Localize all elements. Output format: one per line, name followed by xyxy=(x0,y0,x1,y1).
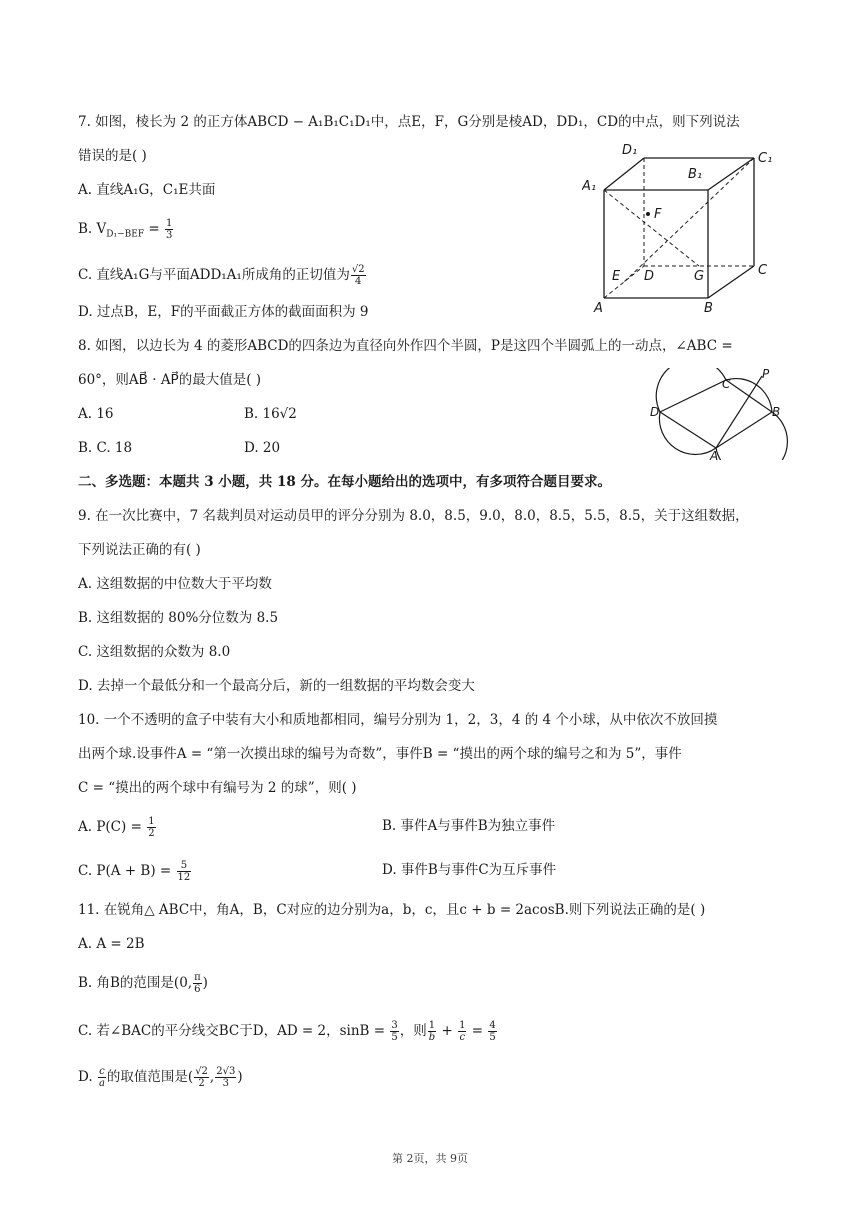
q11-optc-n4: 4 xyxy=(489,1020,496,1031)
q11-optc-frac2 xyxy=(428,1020,436,1043)
fig7-label-c1: C₁ xyxy=(758,151,773,166)
q11-optd-n3: 2√3 xyxy=(216,1066,236,1077)
q7-optb-num: 1 xyxy=(165,218,173,229)
q9-option-c: C. 这组数据的众数为 8.0 xyxy=(78,644,231,660)
q11-optd-d2: 2 xyxy=(198,1078,205,1089)
q7-stem-line2: 错误的是( ) xyxy=(78,148,147,164)
q11-optd-frac3 xyxy=(215,1066,236,1089)
q9-option-d: D. 去掉一个最低分和一个最高分后，新的一组数据的平均数会变大 xyxy=(78,678,475,694)
q7-optb-text: B. V xyxy=(78,221,107,237)
fig7-label-d1: D₁ xyxy=(622,143,638,158)
q10-optc-fraction xyxy=(177,860,192,883)
q10-option-c xyxy=(78,860,192,883)
q11-optd-n2: √2 xyxy=(195,1066,208,1077)
q7-optb-fraction xyxy=(165,218,173,241)
q10-optc-den: 12 xyxy=(177,872,191,883)
q11-optd-text: D. xyxy=(78,1069,97,1085)
q9-stem-line1: 9. 在一次比赛中，7 名裁判员对运动员甲的评分分别为 8.0，8.5，9.0，8.0，8.5，5.5，8.5，关于这组数据， xyxy=(78,508,749,524)
q11-optd-frac2 xyxy=(194,1066,209,1089)
q10-stem-line2: 出两个球.设事件A = “第一次摸出球的编号为奇数”，事件B = “摸出的两个球的编号之和为 5”，事件 xyxy=(78,746,682,762)
q11-optc-n3: 1 xyxy=(459,1020,466,1031)
q11-option-c xyxy=(78,1020,498,1043)
q11-optc-mid: ，则 xyxy=(399,1023,427,1039)
fig8-label-a: A xyxy=(710,449,719,460)
fig8-label-c: C xyxy=(722,377,731,391)
q8-option-d: D. 20 xyxy=(244,440,281,456)
q7-optc-den: 4 xyxy=(355,276,362,287)
q7-optb-sub: D₁−BEF xyxy=(106,229,145,240)
q9-stem-line2: 下列说法正确的有( ) xyxy=(78,542,201,558)
q11-optc-frac4 xyxy=(488,1020,496,1043)
fig7-label-f: F xyxy=(654,207,662,222)
q11-optb-fraction xyxy=(193,972,202,995)
fig8-label-b: B xyxy=(772,405,781,419)
fig8-label-d: D xyxy=(650,405,660,419)
q7-optc-num: √2 xyxy=(351,264,365,275)
fig7-label-d: D xyxy=(644,269,655,284)
fig7-label-b: B xyxy=(704,301,713,316)
fig7-label-a1: A₁ xyxy=(582,179,597,194)
q10-opta-fraction xyxy=(147,816,155,839)
q11-optc-d3: c xyxy=(459,1032,466,1043)
q7-option-b xyxy=(78,218,174,245)
q10-opta-den: 2 xyxy=(148,828,155,839)
q11-optc-d2: b xyxy=(428,1032,436,1043)
q9-option-a: A. 这组数据的中位数大于平均数 xyxy=(78,576,272,592)
q11-optd-end: ) xyxy=(237,1069,243,1085)
q11-optc-n2: 1 xyxy=(428,1020,436,1031)
fig7-label-c: C xyxy=(758,263,768,278)
q11-optc-text: C. 若∠BAC的平分线交BC于D，AD = 2，sinB = xyxy=(78,1023,390,1039)
q11-optc-d4: 5 xyxy=(489,1032,496,1043)
q11-optb-end: ) xyxy=(202,975,208,991)
q11-optd-d3: 3 xyxy=(222,1078,229,1089)
fig7-label-g: G xyxy=(694,269,705,284)
rhombus-figure xyxy=(650,368,790,460)
q10-stem-line3: C = “摸出的两个球中有编号为 2 的球”，则( ) xyxy=(78,780,357,796)
q8-stem-line2: 60°，则AB⃗ · AP⃗的最大值是( ) xyxy=(78,372,262,388)
q7-optc-fraction xyxy=(351,264,366,287)
q10-optc-text: C. P(A + B) = xyxy=(78,863,176,879)
q7-optb-eq: = xyxy=(144,221,164,237)
fig8-label-p: P xyxy=(762,368,770,381)
q10-opta-text: A. P(C) = xyxy=(78,819,147,835)
q7-optc-text: C. 直线A₁G与平面ADD₁A₁所成角的正切值为 xyxy=(78,267,350,283)
q11-optb-num: π xyxy=(194,972,201,983)
q11-optd-comma: , xyxy=(209,1069,215,1085)
q11-optc-d1: 5 xyxy=(391,1032,398,1043)
q11-optd-n1: c xyxy=(99,1066,105,1077)
q8-option-c: B. C. 18 xyxy=(78,440,133,456)
q8-option-b: B. 16√2 xyxy=(244,406,297,422)
q11-option-b xyxy=(78,972,208,995)
q11-option-a: A. A = 2B xyxy=(78,936,145,952)
q9-option-b: B. 这组数据的 80%分位数为 8.5 xyxy=(78,610,279,626)
q11-option-d xyxy=(78,1066,243,1089)
q11-stem: 11. 在锐角△ ABC中，角A，B，C对应的边分别为a，b，c，且c + b = 2acosB.则下列说法正确的是( ) xyxy=(78,902,706,918)
q8-option-a: A. 16 xyxy=(78,406,114,422)
q7-option-d: D. 过点B，E，F的平面截正方体的截面面积为 9 xyxy=(78,304,369,320)
q8-stem-line1: 8. 如图，以边长为 4 的菱形ABCD的四条边为直径向外作四个半圆，P是这四个半圆弧上的一动点，∠ABC = xyxy=(78,338,733,354)
q11-optc-n1: 3 xyxy=(391,1020,398,1031)
q11-optd-d1: a xyxy=(98,1078,105,1089)
section-2-heading: 二、多选题：本题共 3 小题，共 18 分。在每小题给出的选项中，有多项符合题目要求。 xyxy=(78,474,611,490)
q11-optb-text: B. 角B的范围是(0, xyxy=(78,975,193,991)
q7-stem-line1: 7. 如图，棱长为 2 的正方体ABCD − A₁B₁C₁D₁中，点E，F，G分别是棱AD，DD₁，CD的中点，则下列说法 xyxy=(78,114,740,130)
q11-optc-plus: + xyxy=(437,1023,458,1039)
cube-figure xyxy=(582,138,782,318)
q11-optc-frac1 xyxy=(390,1020,398,1043)
q10-opta-num: 1 xyxy=(148,816,155,827)
q7-optb-den: 3 xyxy=(165,230,173,241)
q11-optc-eq: = xyxy=(467,1023,488,1039)
q10-stem-line1: 10. 一个不透明的盒子中装有大小和质地都相同，编号分别为 1，2，3，4 的 4 个小球，从中依次不放回摸 xyxy=(78,712,718,728)
page-footer: 第 2页，共 9页 xyxy=(392,1152,468,1165)
q11-optd-mid: 的取值范围是( xyxy=(106,1069,194,1085)
fig7-label-e: E xyxy=(612,269,621,284)
q11-optb-den: 6 xyxy=(194,984,201,995)
q11-optc-frac3 xyxy=(458,1020,466,1043)
q7-option-c xyxy=(78,264,367,287)
q10-optc-num: 5 xyxy=(177,860,192,872)
fig7-label-a: A xyxy=(594,301,603,316)
q7-option-a: A. 直线A₁G，C₁E共面 xyxy=(78,182,216,198)
q10-option-d: D. 事件B与事件C为互斥事件 xyxy=(382,862,557,878)
q11-optd-frac1 xyxy=(98,1066,106,1089)
fig7-label-b1: B₁ xyxy=(688,167,703,182)
q10-option-b: B. 事件A与事件B为独立事件 xyxy=(382,818,556,834)
q10-option-a xyxy=(78,816,157,839)
